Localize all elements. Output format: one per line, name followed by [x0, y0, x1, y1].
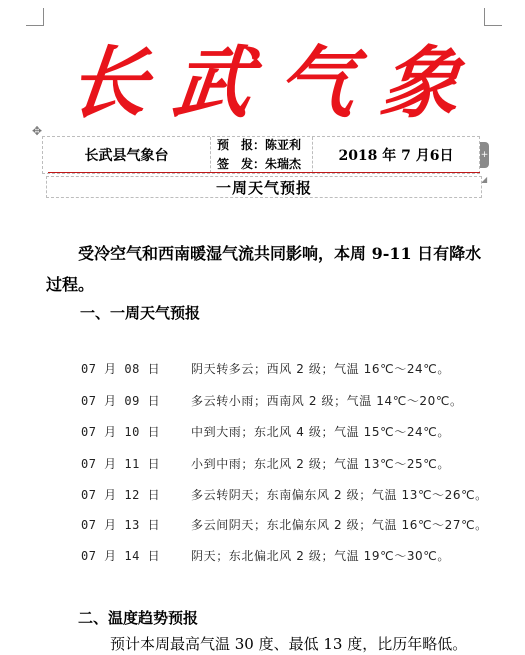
forecast-date: 07 月 11 日	[81, 457, 161, 471]
section1-heading: 一、一周天气预报	[80, 304, 201, 322]
crop-mark-top-left	[26, 8, 44, 26]
masthead-char: 气	[272, 39, 360, 129]
forecast-row	[81, 486, 488, 503]
org-name: 长武县气象台	[43, 137, 211, 173]
forecast-row	[81, 516, 488, 533]
forecast-row	[81, 547, 450, 564]
issue-date: 2018 年 7 月6日	[338, 148, 454, 164]
expand-tab-icon[interactable]: +	[480, 142, 489, 168]
forecaster-label: 预 报：陈亚利	[217, 138, 302, 152]
forecast-date: 07 月 10 日	[81, 425, 161, 439]
resize-handle-icon[interactable]: ◢	[481, 175, 488, 184]
temperature-trend-text: 预计本周最高气温 30 度、最低 13 度，比历年略低。	[110, 635, 468, 653]
forecast-desc: 阴天转多云；西风 2 级；气温 16℃～24℃。	[191, 362, 450, 376]
forecast-date: 07 月 09 日	[81, 394, 161, 408]
crop-mark-top-right	[484, 8, 502, 26]
forecast-desc: 中到大雨；东北风 4 级；气温 15℃～24℃。	[191, 425, 450, 439]
intro-paragraph: 受冷空气和西南暖湿气流共同影响，本周 9-11 日有降水过程。	[46, 244, 482, 294]
forecast-desc: 多云转阴天；东南偏东风 2 级；气温 13℃～26℃。	[191, 488, 488, 502]
approver-label: 签 发：朱瑞杰	[217, 157, 302, 171]
signoff-cell	[211, 137, 313, 173]
forecast-desc: 多云间阴天；东北偏东风 2 级；气温 16℃～27℃。	[191, 518, 488, 532]
forecast-row	[81, 423, 450, 440]
forecast-row	[81, 392, 463, 409]
masthead-title	[64, 22, 466, 132]
move-handle-icon[interactable]: ✥	[31, 124, 43, 138]
masthead-char: 长	[64, 39, 153, 129]
forecast-desc: 小到中雨；东北风 2 级；气温 13℃～25℃。	[191, 457, 450, 471]
forecast-date: 07 月 12 日	[81, 488, 161, 502]
header-divider	[48, 172, 480, 173]
forecast-date: 07 月 14 日	[81, 549, 161, 563]
header-table	[42, 136, 480, 174]
doc-title: 一周天气预报	[46, 176, 482, 198]
forecast-date: 07 月 08 日	[81, 362, 161, 376]
forecast-date: 07 月 13 日	[81, 518, 161, 532]
masthead-char: 象	[376, 39, 464, 129]
forecast-row	[81, 455, 450, 472]
forecast-desc: 阴天；东北偏北风 2 级；气温 19℃～30℃。	[191, 549, 450, 563]
forecast-desc: 多云转小雨；西南风 2 级；气温 14℃～20℃。	[191, 394, 463, 408]
section2-heading: 二、温度趋势预报	[78, 609, 199, 627]
masthead-char: 武	[168, 39, 256, 129]
forecast-row	[81, 360, 450, 377]
